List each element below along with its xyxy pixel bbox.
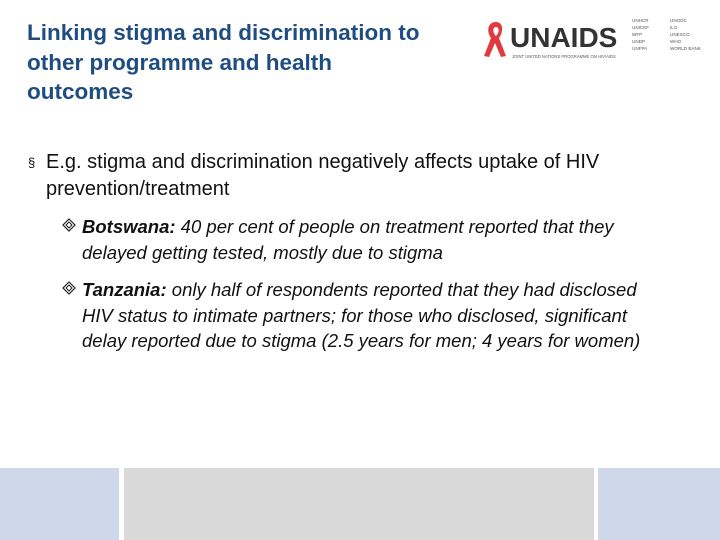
footer-block-middle	[124, 468, 594, 540]
footer-block-right	[598, 468, 720, 540]
partner-item: ILO	[670, 25, 678, 30]
partner-item: UNDP	[632, 39, 646, 44]
unaids-logo	[474, 14, 704, 64]
slide-title-line: outcomes	[27, 79, 134, 104]
partner-item: UNICEF	[632, 25, 650, 30]
sub-bullet-body: 40 per cent of people on treatment reported that they delayed getting tested, mostly due to stigma	[82, 216, 614, 263]
square-bullet-icon: §	[28, 155, 36, 170]
slide-title	[27, 18, 497, 107]
sub-bullet-body: only half of respondents reported that they had disclosed HIV status to intimate partners; for those who disclosed, significant delay reported due to stigma (2.5 years for men; 4 years for women)	[82, 279, 641, 351]
sub-bullet-lead: Tanzania:	[82, 279, 167, 300]
red-ribbon-icon	[484, 22, 506, 57]
partner-item: UNESCO	[670, 32, 690, 37]
logo-name: UNAIDS	[510, 22, 618, 53]
slide-title-line: Linking stigma and discrimination to	[27, 20, 420, 45]
partner-item: UNODC	[670, 18, 687, 23]
sub-bullet-text	[82, 277, 642, 354]
diamond-bullet-icon	[62, 218, 76, 232]
footer-block-left	[0, 468, 119, 540]
partner-item: WHO	[670, 39, 682, 44]
sub-bullet-lead: Botswana:	[82, 216, 176, 237]
partner-item: WFP	[632, 32, 643, 37]
slide-title-line: other programme and health	[27, 49, 333, 75]
partner-item: UNFPA	[632, 46, 648, 51]
sub-bullet-text	[82, 214, 642, 265]
main-bullet-text: E.g. stigma and discrimination negatively affects uptake of HIV prevention/treatment	[46, 151, 600, 200]
partner-item: WORLD BANK	[670, 46, 701, 51]
diamond-bullet-icon	[62, 281, 76, 295]
logo-tagline: JOINT UNITED NATIONS PROGRAMME ON HIV/AIDS	[512, 54, 616, 59]
partner-item: UNHCR	[632, 18, 649, 23]
